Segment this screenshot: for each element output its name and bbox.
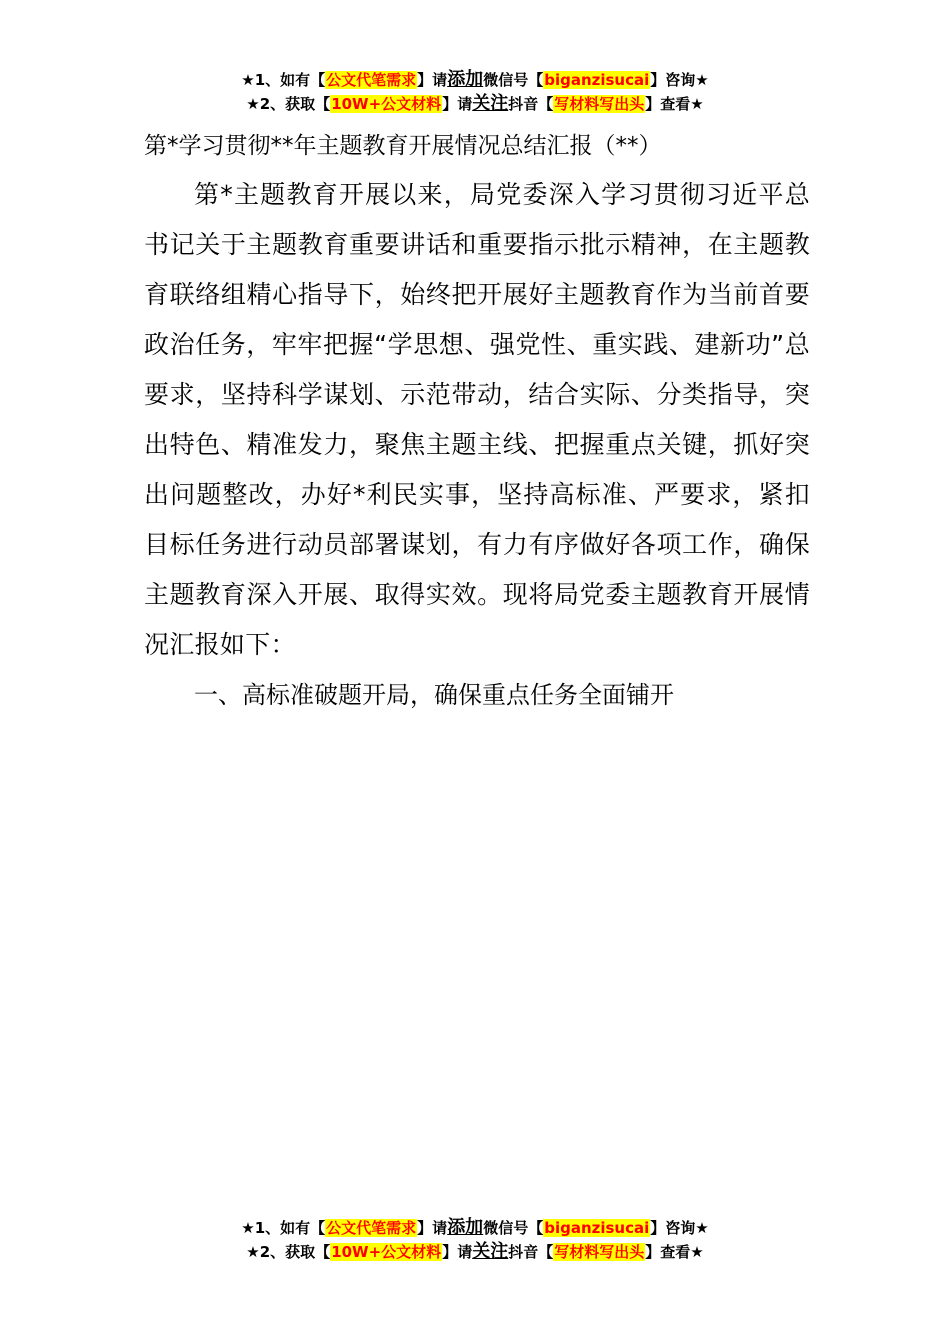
bottom-banner xyxy=(0,1216,950,1264)
banner-line-2: ★2、获取【10W+公文材料】请关注抖音【写材料写出头】查看★ xyxy=(246,1241,704,1262)
banner-highlight-douyin: 写材料写出头 xyxy=(554,95,645,113)
banner-highlight-materials: 10W+公文材料 xyxy=(331,95,442,113)
body-paragraph: 第*主题教育开展以来，局党委深入学习贯彻习近平总书记关于主题教育重要讲话和重要指示批示精神，在主题教育联络组精心指导下，始终把开展好主题教育作为当前首要政治任务，牢牢把握“学思想、强党性、重实践、建新功”总要求，坚持科学谋划、示范带动，结合实际、分类指导，突出特色、精准发力，聚焦主题主线、把握重点关键，抓好突出问题整改，办好*利民实事，坚持高标准、严要求，紧扣目标任务进行动员部署谋划，有力有序做好各项工作，确保主题教育深入开展、取得实效。现将局党委主题教育开展情况汇报如下： xyxy=(144,180,810,659)
top-banner xyxy=(0,68,950,116)
banner-emphasis-follow: 关注 xyxy=(472,1241,509,1262)
banner-highlight-service: 公文代笔需求 xyxy=(326,1219,417,1237)
banner-line-1: ★1、如有【公文代笔需求】请添加微信号【biganzisucai】咨询★ xyxy=(241,1217,709,1238)
banner-emphasis-add: 添加 xyxy=(447,1217,484,1238)
document-title: 第*学习贯彻**年主题教育开展情况总结汇报（**） xyxy=(144,133,662,159)
banner-highlight-service: 公文代笔需求 xyxy=(326,71,417,89)
banner-emphasis-follow: 关注 xyxy=(472,93,509,114)
banner-line-1: ★1、如有【公文代笔需求】请添加微信号【biganzisucai】咨询★ xyxy=(241,69,709,90)
banner-highlight-materials: 10W+公文材料 xyxy=(331,1243,442,1261)
section-heading: 一、高标准破题开局，确保重点任务全面铺开 xyxy=(194,681,674,709)
banner-highlight-douyin: 写材料写出头 xyxy=(554,1243,645,1261)
banner-highlight-wechat: biganzisucai xyxy=(544,1219,650,1237)
banner-emphasis-add: 添加 xyxy=(447,69,484,90)
banner-line-2: ★2、获取【10W+公文材料】请关注抖音【写材料写出头】查看★ xyxy=(246,93,704,114)
banner-highlight-wechat: biganzisucai xyxy=(544,71,650,89)
